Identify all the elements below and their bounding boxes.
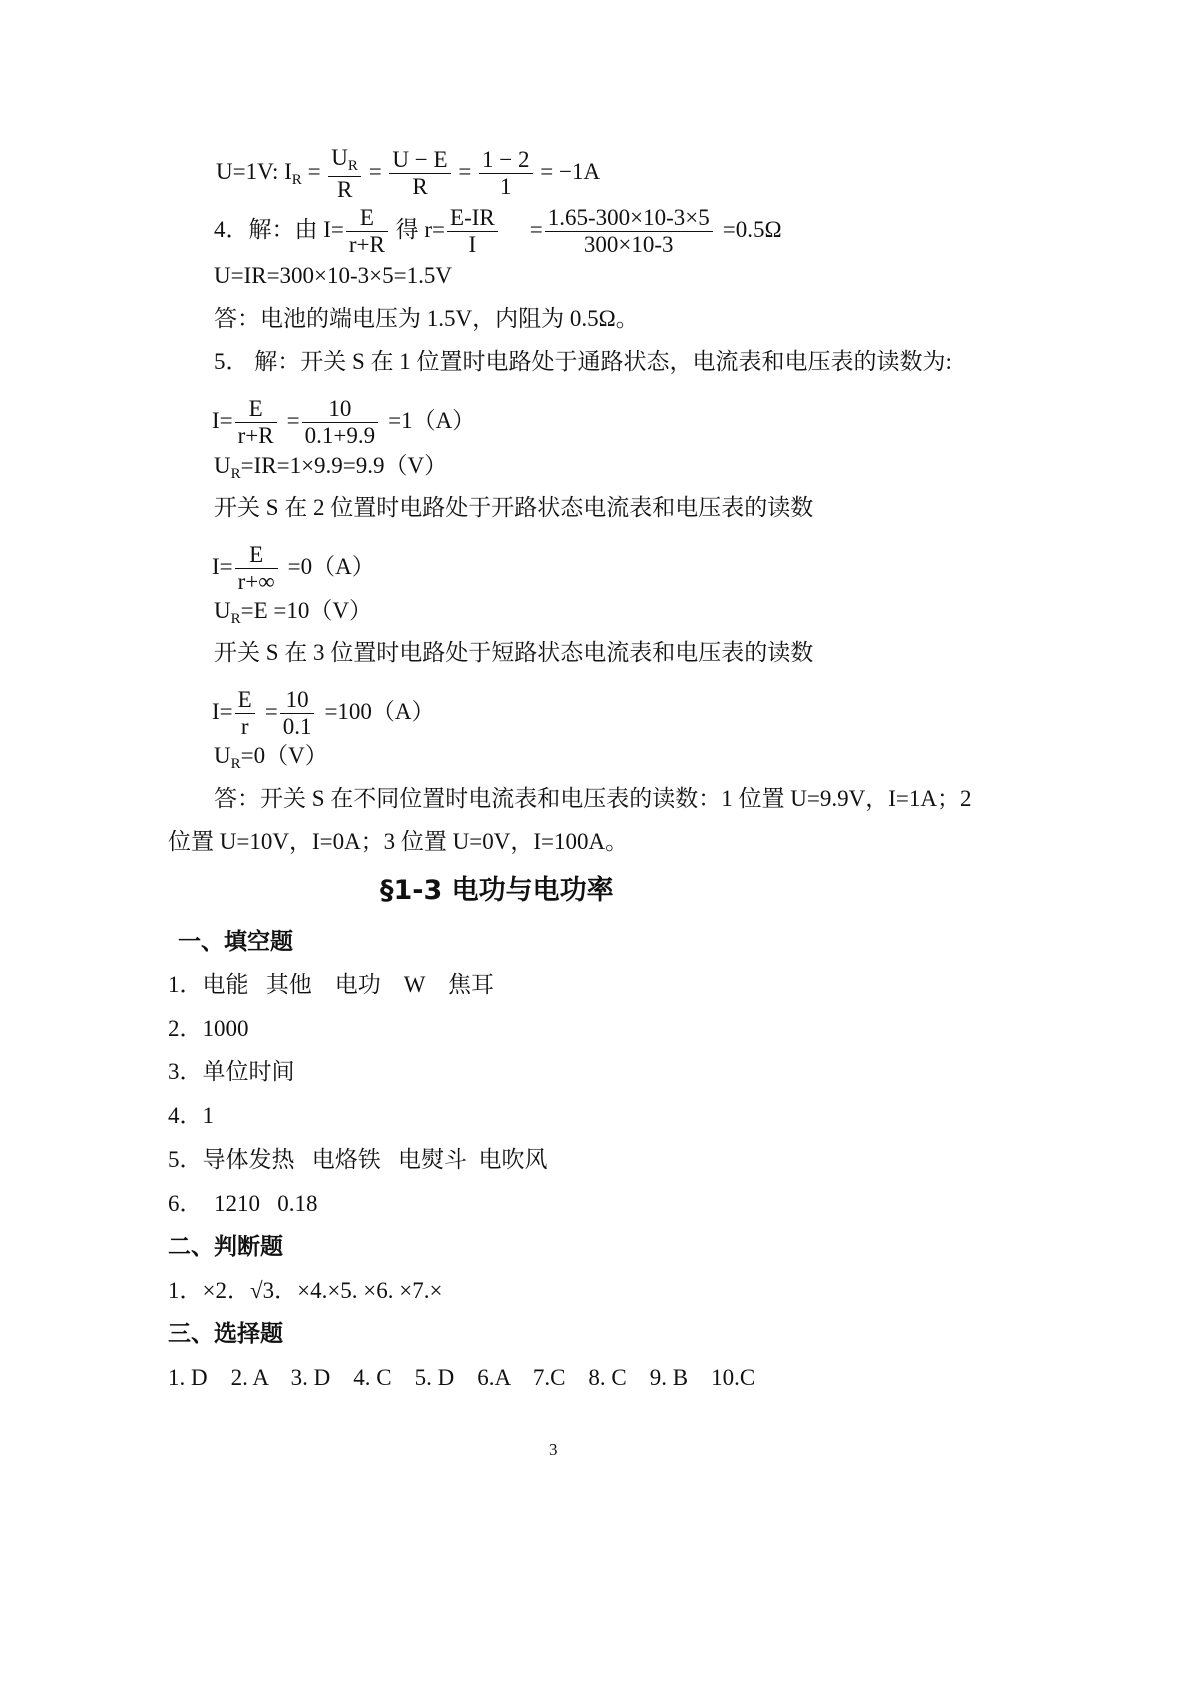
numerator: E xyxy=(235,543,278,569)
q4-formula-line xyxy=(214,206,782,257)
q5-pos2: 开关 S 在 2 位置时电路处于开路状态电流表和电压表的读数 xyxy=(214,495,814,520)
denominator: I xyxy=(468,232,477,258)
fraction xyxy=(235,688,255,739)
formula-u1v-line xyxy=(216,146,600,202)
numerator: E-IR xyxy=(447,206,498,232)
fraction xyxy=(328,146,361,202)
choice-heading: 三、选择题 xyxy=(168,1321,283,1347)
rest: =E =10（V） xyxy=(240,598,372,623)
fraction xyxy=(479,148,532,199)
equals-sign: = xyxy=(301,159,327,185)
result: =100（A） xyxy=(324,698,435,724)
subscript: R xyxy=(230,466,241,482)
denominator: r xyxy=(240,714,249,740)
q5-u2-line xyxy=(214,597,372,633)
q5-i1-line xyxy=(212,397,475,448)
q5-answer-line2: 位置 U=10V，I=0A；3 位置 U=0V，I=100A。 xyxy=(168,829,629,854)
denominator: 1 xyxy=(500,174,512,200)
numerator: E xyxy=(235,397,277,423)
q4-lead: 4．解：由 I= xyxy=(214,216,344,242)
subscript: R xyxy=(291,172,302,189)
q4-line2: U=IR=300×10-3×5=1.5V xyxy=(214,263,452,288)
fraction xyxy=(235,397,277,448)
equals-sign: = xyxy=(264,698,278,724)
lead: I= xyxy=(212,407,233,433)
judge-answers: 1．×2．√3．×4.×5. ×6. ×7.× xyxy=(168,1278,443,1303)
rest: =IR=1×9.9=9.9（V） xyxy=(240,453,448,478)
result: =1（A） xyxy=(388,407,476,433)
q4-mid: 得 r= xyxy=(389,216,446,242)
q5-u3-line xyxy=(214,742,328,778)
denominator: 0.1 xyxy=(282,714,312,740)
denominator: 300×10-3 xyxy=(583,232,674,258)
fill-item: 3．单位时间 xyxy=(168,1059,295,1084)
page-number: 3 xyxy=(549,1440,558,1459)
fill-item: 2．1000 xyxy=(168,1016,249,1041)
denominator: 0.1+9.9 xyxy=(304,423,376,449)
fill-item: 4．1 xyxy=(168,1103,214,1128)
equals-sign: = xyxy=(286,407,300,433)
q5-intro: 5． 解：开关 S 在 1 位置时电路处于通路状态，电流表和电压表的读数为: xyxy=(214,349,952,374)
lead: U xyxy=(214,743,231,768)
lead: I= xyxy=(212,553,233,579)
fraction xyxy=(346,206,388,257)
numerator: E xyxy=(235,688,255,714)
subscript: R xyxy=(230,756,241,772)
fraction xyxy=(389,148,450,199)
fill-item: 1．电能 其他 电功 W 焦耳 xyxy=(168,972,495,997)
lead: U xyxy=(214,453,231,478)
subscript: R xyxy=(347,158,358,174)
result: =0（A） xyxy=(287,553,375,579)
equals-sign: = xyxy=(452,159,478,185)
choice-answers: 1. D 2. A 3. D 4. C 5. D 6.A 7.C 8. C 9. B 10.C xyxy=(168,1365,756,1390)
equals-sign: = xyxy=(362,159,388,185)
denominator: R xyxy=(412,174,428,200)
q4-answer: 答：电池的端电压为 1.5V，内阻为 0.5Ω。 xyxy=(214,306,639,331)
denominator: R xyxy=(336,176,353,202)
result: =0.5Ω xyxy=(722,216,782,242)
fill-item: 6． 1210 0.18 xyxy=(168,1191,318,1216)
section-title: §1-3 电功与电功率 xyxy=(380,875,614,906)
lead: U xyxy=(214,598,231,623)
numerator: U xyxy=(331,145,348,170)
numerator: 1.65-300×10-3×5 xyxy=(545,206,713,232)
equals-sign: = xyxy=(529,216,543,242)
fraction xyxy=(545,206,713,257)
q5-pos3: 开关 S 在 3 位置时电路处于短路状态电流表和电压表的读数 xyxy=(214,640,814,665)
q5-i3-line xyxy=(212,688,435,739)
q5-i2-line xyxy=(212,543,375,594)
fraction xyxy=(235,543,278,594)
result: = −1A xyxy=(534,159,601,185)
numerator: 10 xyxy=(280,688,315,714)
numerator: 1 − 2 xyxy=(479,148,532,174)
numerator: U − E xyxy=(389,148,450,174)
q5-answer-line1: 答：开关 S 在不同位置时电流表和电压表的读数：1 位置 U=9.9V，I=1A；2 xyxy=(214,786,972,811)
q5-u1-line xyxy=(214,452,447,488)
subscript: R xyxy=(230,611,241,627)
judge-heading: 二、判断题 xyxy=(168,1234,283,1260)
fraction xyxy=(280,688,315,739)
formula-lead: U=1V: I xyxy=(216,159,292,185)
fraction xyxy=(447,206,498,257)
denominator: r+∞ xyxy=(237,569,275,595)
denominator: r+R xyxy=(348,232,385,258)
numerator: E xyxy=(346,206,388,232)
fraction xyxy=(302,397,378,448)
denominator: r+R xyxy=(237,423,274,449)
numerator: 10 xyxy=(302,397,378,423)
fill-heading: 一、填空题 xyxy=(178,929,293,955)
rest: =0（V） xyxy=(240,743,328,768)
fill-item: 5．导体发热 电烙铁 电熨斗 电吹风 xyxy=(168,1147,548,1172)
lead: I= xyxy=(212,698,233,724)
